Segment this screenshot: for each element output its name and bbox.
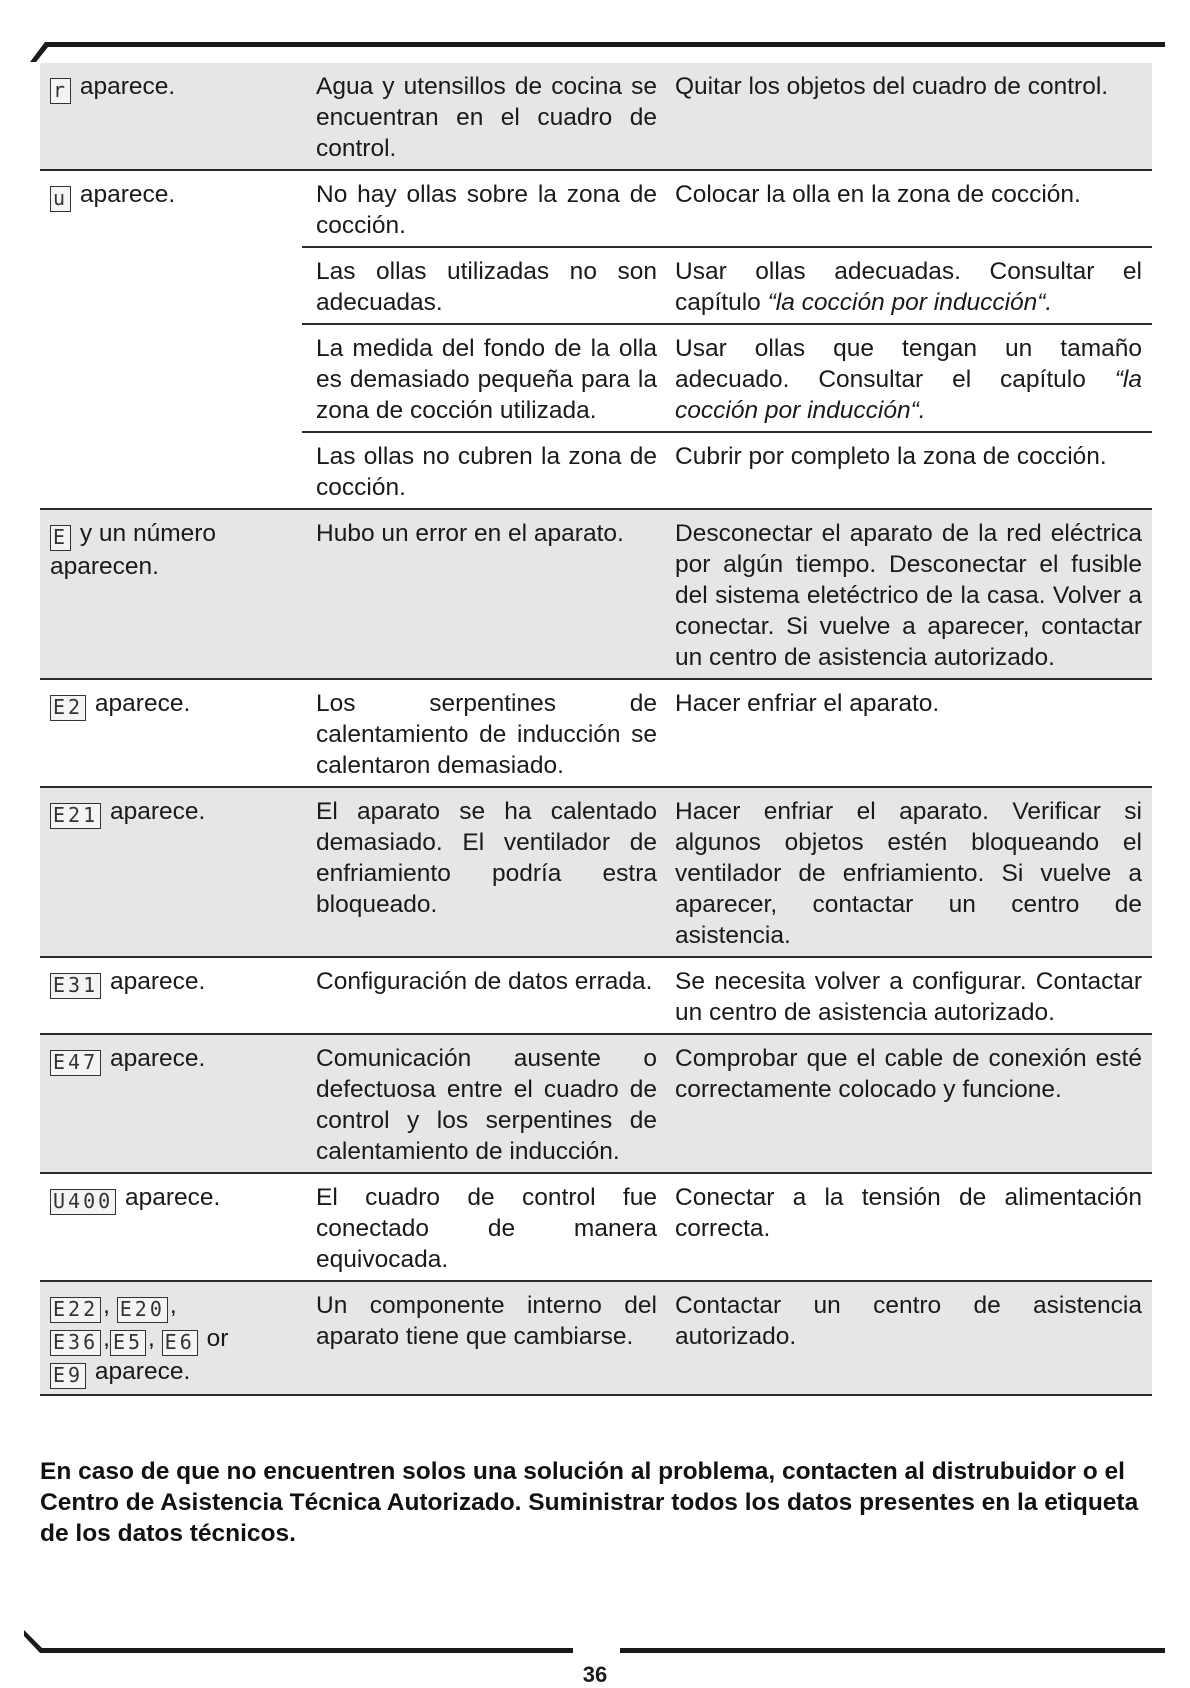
cause-cell: Un componente interno del aparato tiene que cambiarse. xyxy=(302,1281,665,1395)
problem-cell xyxy=(40,679,302,787)
problem-text: aparece. xyxy=(109,1045,206,1072)
troubleshooting-table xyxy=(40,63,1152,1396)
display-indicator-icon: U400 xyxy=(50,1189,116,1215)
cause-cell: Las ollas no cubren la zona de cocción. xyxy=(302,432,665,509)
table-row xyxy=(40,787,1152,957)
problem-cell xyxy=(40,787,302,957)
cause-cell: Hubo un error en el aparato. xyxy=(302,509,665,679)
problem-cell xyxy=(40,1281,302,1395)
display-indicator-icon: E5 xyxy=(110,1330,146,1356)
table-row xyxy=(40,679,1152,787)
bottom-rule-left xyxy=(24,1630,573,1653)
solution-cell: Se necesita volver a configurar. Contactar un centro de asistencia autorizado. xyxy=(665,957,1152,1034)
separator: , xyxy=(169,1292,177,1319)
problem-cell xyxy=(40,509,302,679)
solution-cell: Hacer enfriar el aparato. Verificar si algunos objetos estén bloqueando el ventilador de enfriamiento. Si vuelve a aparecer, contactar un centro de asistencia. xyxy=(665,787,1152,957)
solution-text: Usar ollas que tengan un tamaño adecuado. Consultar el capítulo xyxy=(675,335,1142,393)
display-indicator-icon: E2 xyxy=(50,695,86,721)
problem-cell xyxy=(40,63,302,170)
cause-cell: No hay ollas sobre la zona de cocción. xyxy=(302,170,665,247)
display-indicator-icon: E20 xyxy=(117,1297,168,1323)
display-indicator-icon: E6 xyxy=(162,1330,198,1356)
display-indicator-icon: E21 xyxy=(50,803,101,829)
display-indicator-icon: E36 xyxy=(50,1330,101,1356)
table-row xyxy=(40,1034,1152,1173)
cause-cell: Las ollas utilizadas no son adecuadas. xyxy=(302,247,665,324)
display-indicator-icon: r xyxy=(50,78,71,104)
solution-cell: Cubrir por completo la zona de cocción. xyxy=(665,432,1152,509)
solution-cell: Quitar los objetos del cuadro de control. xyxy=(665,63,1152,170)
solution-cell xyxy=(665,247,1152,324)
solution-cell: Colocar la olla en la zona de cocción. xyxy=(665,170,1152,247)
display-indicator-icon: E31 xyxy=(50,973,101,999)
solution-cell: Hacer enfriar el aparato. xyxy=(665,679,1152,787)
display-indicator-icon: E47 xyxy=(50,1050,101,1076)
chapter-reference: “la cocción por inducción“. xyxy=(767,289,1053,316)
table-row xyxy=(40,1281,1152,1395)
problem-text: aparece. xyxy=(79,181,176,208)
cause-cell: Configuración de datos errada. xyxy=(302,957,665,1034)
cause-cell: Agua y utensillos de cocina se encuentran en el cuadro de control. xyxy=(302,63,665,170)
bottom-rule-right xyxy=(620,1648,1165,1653)
problem-text: aparece. xyxy=(124,1184,221,1211)
display-indicator-icon: u xyxy=(50,186,71,212)
table-row xyxy=(40,1173,1152,1281)
problem-cell xyxy=(40,1173,302,1281)
cause-cell: Comunicación ausente o defectuosa entre el cuadro de control y los serpentines de calentamiento de inducción. xyxy=(302,1034,665,1173)
page-number: 36 xyxy=(582,1662,608,1687)
cause-cell: La medida del fondo de la olla es demasiado pequeña para la zona de cocción utilizada. xyxy=(302,324,665,432)
problem-text: aparece. xyxy=(109,798,206,825)
chapter-reference: “la cocción por inducción“. xyxy=(675,366,1142,424)
problem-cell xyxy=(40,1034,302,1173)
separator: , xyxy=(103,1325,110,1352)
solution-cell xyxy=(665,324,1152,432)
top-rule xyxy=(30,42,1165,62)
cause-cell: El cuadro de control fue conectado de manera equivocada. xyxy=(302,1173,665,1281)
display-indicator-icon: E xyxy=(50,525,71,551)
solution-text: Usar ollas adecuadas. Consultar el capítulo xyxy=(675,258,1142,316)
separator: , xyxy=(103,1292,110,1319)
table-row xyxy=(40,63,1152,170)
solution-cell: Desconectar el aparato de la red eléctrica por algún tiempo. Desconectar el fusible del sistema eletéctrico de la casa. Volver a conectar. Si vuelve a aparecer, contactar un centro de asistencia autorizado. xyxy=(665,509,1152,679)
cause-cell: El aparato se ha calentado demasiado. El ventilador de enfriamiento podría estra bloqueado. xyxy=(302,787,665,957)
problem-cell xyxy=(40,170,302,509)
display-indicator-icon: E22 xyxy=(50,1297,101,1323)
separator: , xyxy=(148,1325,155,1352)
cause-cell: Los serpentines de calentamiento de inducción se calentaron demasiado. xyxy=(302,679,665,787)
footer-note: En caso de que no encuentren solos una solución al problema, contacten al distrubuidor o el Centro de Asistencia Técnica Autorizado. Suministrar todos los datos presentes en la etiqueta de los datos técnicos. xyxy=(40,1458,1139,1547)
display-indicator-icon: E9 xyxy=(50,1363,86,1389)
conjunction-text: or xyxy=(206,1325,229,1352)
table-row xyxy=(40,170,1152,247)
problem-text: aparece. xyxy=(109,968,206,995)
solution-cell: Comprobar que el cable de conexión esté correctamente colocado y funcione. xyxy=(665,1034,1152,1173)
problem-text: y un número aparecen. xyxy=(50,520,217,580)
problem-cell xyxy=(40,957,302,1034)
solution-cell: Contactar un centro de asistencia autorizado. xyxy=(665,1281,1152,1395)
problem-text: aparece. xyxy=(79,73,176,100)
problem-text: aparece. xyxy=(94,1358,191,1385)
table-row xyxy=(40,957,1152,1034)
solution-cell: Conectar a la tensión de alimentación correcta. xyxy=(665,1173,1152,1281)
table-row xyxy=(40,509,1152,679)
problem-text: aparece. xyxy=(94,690,191,717)
